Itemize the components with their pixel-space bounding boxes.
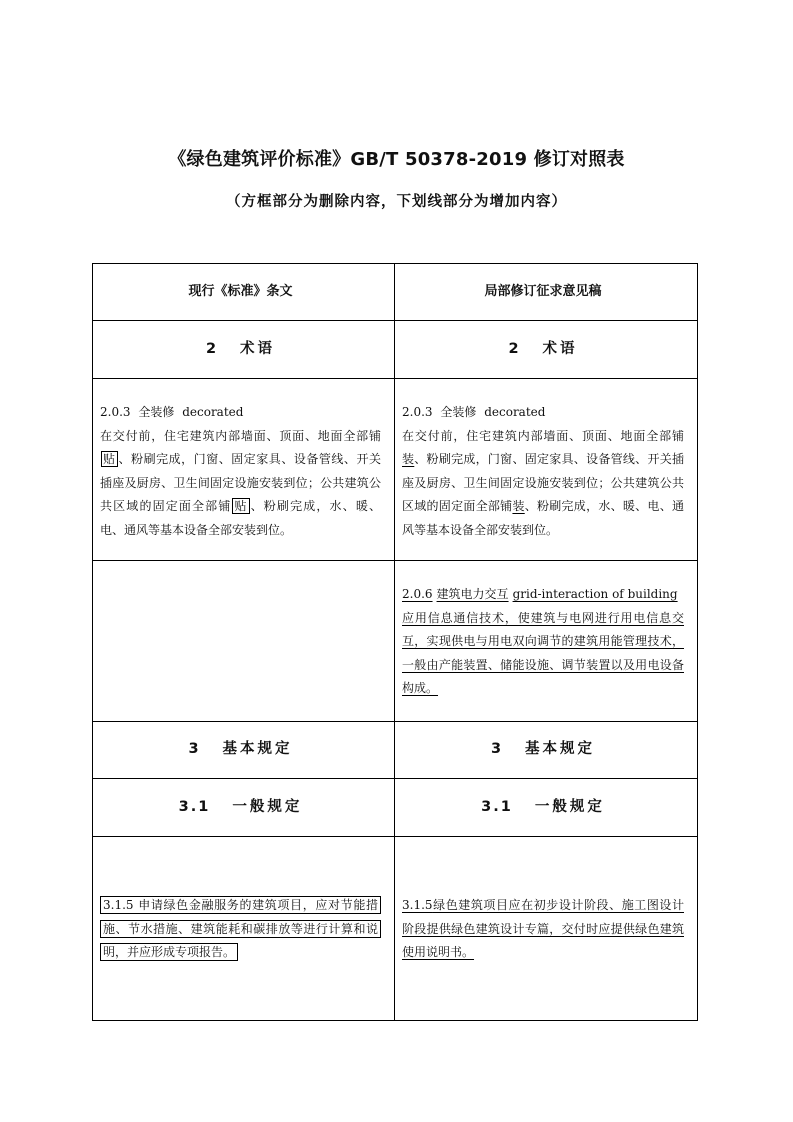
clause-text: 绿色建筑项目应在初步设计阶段、施工图设计阶段提供绿色建筑设计专篇，交付时应提供绿色建筑使用说明书。 [402,898,684,960]
clause-term: 建筑电力交互 [436,587,509,601]
header-revision-draft: 局部修订征求意见稿 [395,264,698,321]
clause-text: 、粉刷完成，水、暖、电、通风等基本设备全部安装到位。 [402,499,684,537]
section-title: 术语 [240,340,276,357]
clause-heading [402,401,684,425]
clause-term-en: decorated [484,405,546,419]
section-number: 2 [205,340,219,357]
section-row-basic-provisions [93,722,698,779]
clause-text: 在交付前，住宅建筑内部墙面、顶面、地面全部铺 [100,428,381,443]
clause-3-1-5-revised [395,837,698,1021]
clause-row-3-1-5 [93,837,698,1021]
deleted-text: 贴 [103,452,116,467]
clause-2-0-6-revised [395,561,698,722]
clause-text: 、粉刷完成，门窗、固定家具、设备管线、开关插座及厨房、卫生间固定设施安装到位；公共建筑公共区域的固定面全部铺 [402,452,684,514]
document-title: 《绿色建筑评价标准》GB/T 50378-2019 修订对照表 [168,149,625,170]
inserted-clause [402,583,684,701]
section-title: 基本规定 [222,741,293,758]
clause-number: 3.1.5 [103,898,134,912]
clause-row-2-0-6 [93,561,698,722]
clause-text: 在交付前，住宅建筑内部墙面、顶面、地面全部铺 [402,428,684,443]
clause-text: 申请绿色金融服务的建筑项目，应对节能措施、节水措施、建筑能耗和碳排放等进行计算和说明，并应形成专项报告。 [103,898,378,960]
clause-number: 2.0.6 [402,587,433,601]
header-current-standard: 现行《标准》条文 [93,264,395,321]
section-row-terms [93,321,698,379]
section-heading-left [93,722,395,779]
deleted-clause [100,894,381,965]
section-heading-left [93,321,395,379]
section-row-general-provisions [93,779,698,837]
clause-number: 3.1.5 [402,898,433,912]
deleted-text [100,896,381,961]
section-title: 基本规定 [525,741,596,758]
clause-3-1-5-current [93,837,395,1021]
inserted-clause [402,894,684,965]
section-title: 一般规定 [232,798,303,815]
clause-row-2-0-3 [93,379,698,561]
header-row [93,264,698,321]
clause-text: 、粉刷完成，门窗、固定家具、设备管线、开关插座及厨房、卫生间固定设施安装到位；公共建筑公共区域的固定面全部铺 [100,452,381,514]
clause-term-en: grid-interaction of building [512,587,678,601]
inserted-text: 装 [512,499,525,514]
section-title: 一般规定 [534,798,605,815]
comparison-table [92,263,698,1021]
inserted-text: 装 [402,452,415,467]
clause-heading [100,401,381,425]
section-title: 术语 [542,340,578,357]
clause-body [100,425,381,543]
clause-term: 全装修 [138,405,175,419]
section-heading-right [395,722,698,779]
section-number: 3.1 [481,798,513,815]
clause-term-en: decorated [182,405,244,419]
deleted-text: 贴 [234,499,248,514]
clause-text: 应用信息通信技术，使建筑与电网进行用电信息交互，实现供电与用电双向调节的建筑用能管理技术，一般由产能装置、储能设施、调节装置以及用电设备构成。 [402,610,684,696]
subsection-heading-left [93,779,395,837]
section-number: 2 [508,340,521,357]
clause-number: 2.0.3 [100,405,131,419]
clause-number: 2.0.3 [402,405,433,419]
clause-body [402,425,684,543]
subsection-heading-right [395,779,698,837]
document-subtitle: （方框部分为删除内容，下划线部分为增加内容） [226,194,567,210]
section-number: 3.1 [178,798,211,815]
clause-2-0-3-revised [395,379,698,561]
section-number: 3 [490,741,504,758]
clause-term: 全装修 [440,405,477,419]
clause-2-0-3-current [93,379,395,561]
clause-2-0-6-current-empty [93,561,395,722]
section-heading-right [395,321,698,379]
section-number: 3 [188,741,201,758]
clause-text: 、粉刷完成，水、暖、电、通风等基本设备全部安装到位。 [100,499,381,537]
